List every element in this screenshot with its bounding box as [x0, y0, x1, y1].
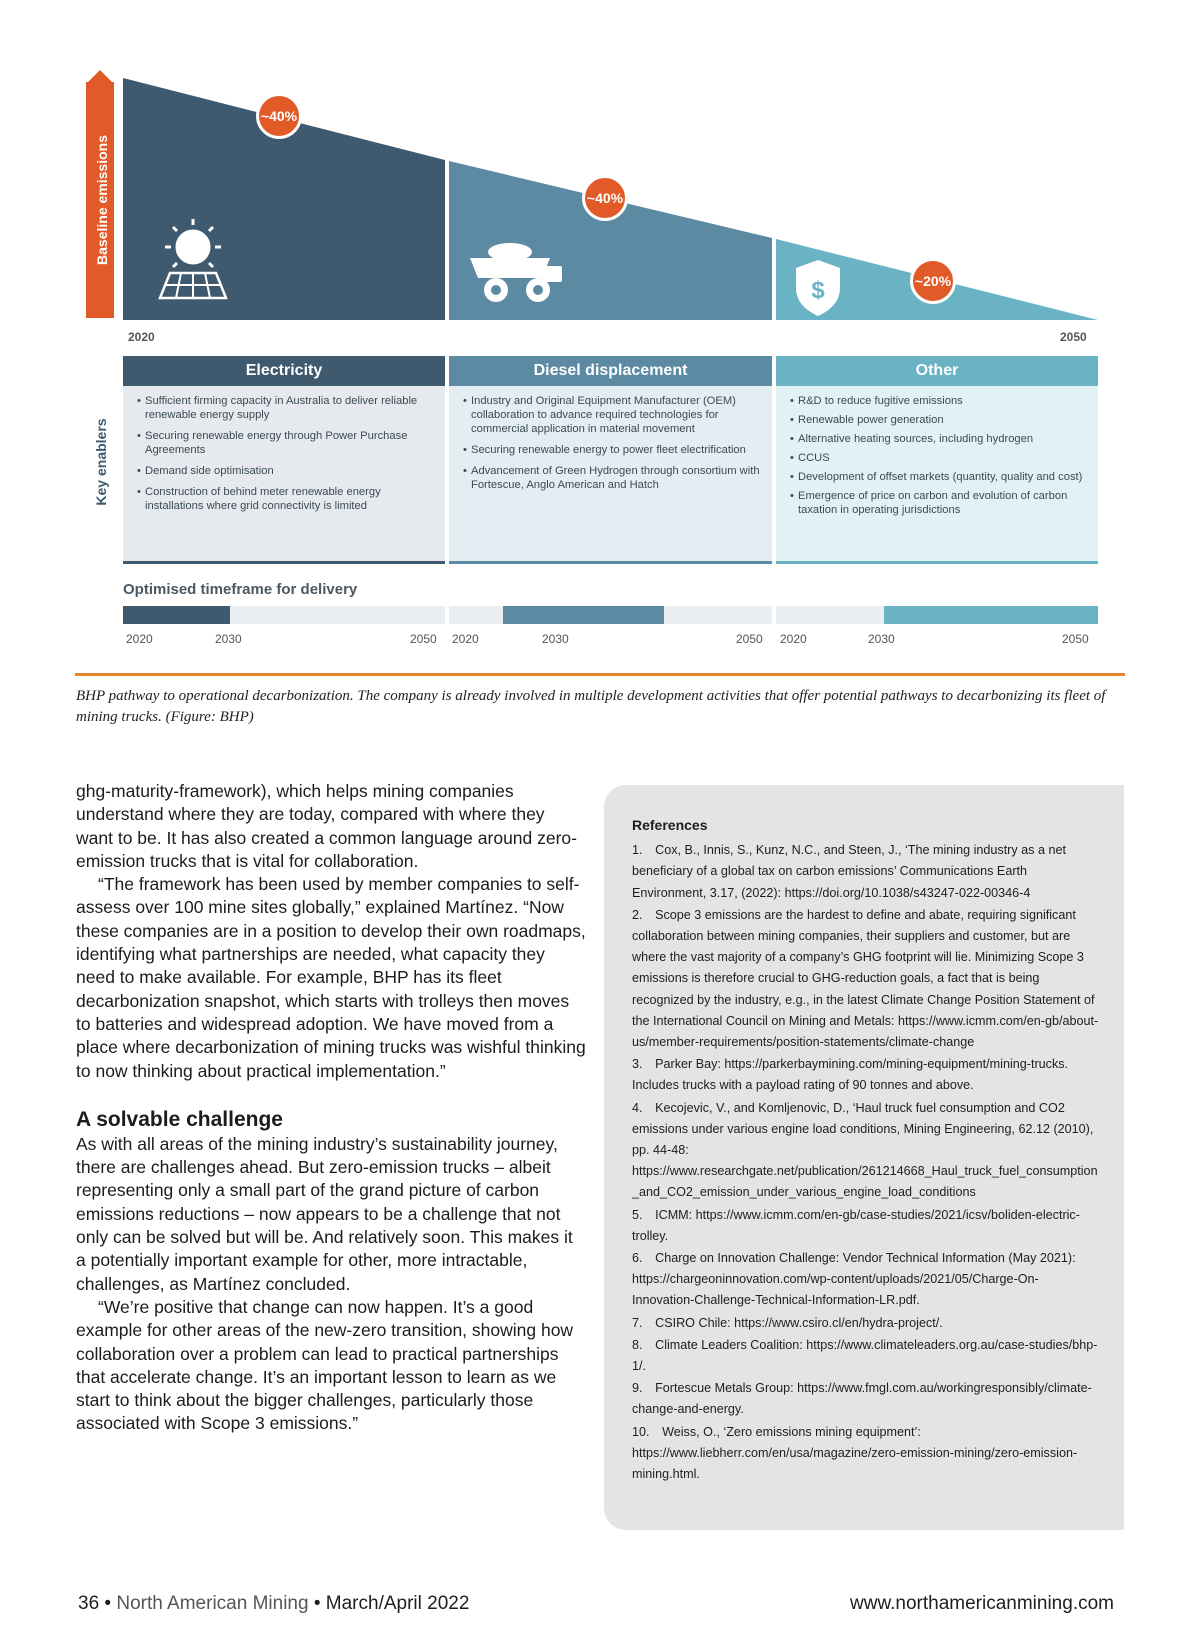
decarbonization-figure	[0, 0, 1200, 725]
section-header-electricity: Electricity	[123, 356, 445, 386]
baseline-emissions-label: Baseline emissions	[94, 135, 110, 265]
timeline-year: 2030	[868, 632, 895, 646]
timeline-year: 2030	[215, 632, 242, 646]
enabler-item: • Sufficient firming capacity in Australia to deliver reliable renewable energy supply	[137, 394, 435, 422]
timeline-fill-electricity	[123, 606, 230, 624]
enabler-item: • Emergence of price on carbon and evolution of carbon taxation in operating jurisdictions	[790, 489, 1088, 517]
timeframe-title: Optimised timeframe for delivery	[123, 581, 358, 598]
reference-item: 6. Charge on Innovation Challenge: Vendor Technical Information (May 2021): https://chargeoninnovation.com/wp-content/uploads/2021/05/Charge-On-Innovation-Challenge-Technical-Information-LR.pdf.	[632, 1251, 1076, 1308]
enabler-item: • Development of offset markets (quantity, quality and cost)	[790, 470, 1088, 484]
emissions-wedge-chart	[0, 0, 1200, 330]
key-enablers-label: Key enablers	[93, 418, 109, 506]
reference-item: 2. Scope 3 emissions are the hardest to define and abate, requiring significant collaboration between mining companies, their suppliers and customer, but are where the vast majority of a company’s GHG footprint will lie. Minimizing Scope 3 emissions is therefore crucial to GHG-reduction goals, a fact that is being recognized by the industry, e.g., in the latest Climate Change Position Statement of the International Council on Mining and Metals: https://www.icmm.com/en-gb/about-us/member-requirements/position-statements/climate-change	[632, 907, 1099, 1050]
timeline-year: 2020	[126, 632, 153, 646]
timeline-year: 2020	[780, 632, 807, 646]
enabler-item: • Construction of behind meter renewable energy installations where grid connectivity is limited	[137, 485, 435, 513]
footer-page-info	[78, 1593, 469, 1615]
start-year-label: 2020	[128, 330, 155, 344]
timeline-year: 2020	[452, 632, 479, 646]
references-title: References	[632, 817, 708, 833]
enabler-item: • Industry and Original Equipment Manufacturer (OEM) collaboration to advance required technologies for commercial application in material movement	[463, 394, 762, 436]
end-year-label: 2050	[1060, 330, 1087, 344]
references-list	[632, 840, 1100, 1485]
timeline-fill-diesel	[503, 606, 664, 624]
section-header-other: Other	[776, 356, 1098, 386]
enabler-item: • Advancement of Green Hydrogen through consortium with Fortescue, Anglo American and Hatch	[463, 464, 762, 492]
publication-name: North American Mining	[116, 1593, 309, 1614]
reference-item: 5. ICMM: https://www.icmm.com/en-gb/case-studies/2021/icsv/boliden-electric-trolley.	[632, 1207, 1080, 1243]
paragraph: ghg-maturity-framework), which helps mining companies understand where they are today, compared with where they want to be. It has also created a common language around zero-emission trucks that is vital for collaboration.	[76, 781, 577, 871]
section-header-diesel: Diesel displacement	[449, 356, 772, 386]
references-box	[604, 785, 1124, 1530]
reference-item: 10. Weiss, O., ‘Zero emissions mining equipment’: https://www.liebherr.com/en/usa/magazine/zero-emission-mining/zero-emission-mining.html.	[632, 1424, 1078, 1482]
enabler-item: • CCUS	[790, 451, 1088, 465]
enabler-item: • Securing renewable energy to power fleet electrification	[463, 443, 762, 457]
reference-item: 8. Climate Leaders Coalition: https://www.climateleaders.org.au/case-studies/bhp-1/.	[632, 1337, 1098, 1374]
paragraph: As with all areas of the mining industry’s sustainability journey, there are challenges ahead. But zero-emission trucks – albeit representing only a small part of the grand picture of carbon emissions reductions – now appears to be a challenge that not only can be solved but will be. And relatively soon. This makes it a potentially important example for other, more intractable, challenges, as Martínez concluded.	[76, 1133, 573, 1294]
reference-item: 1. Cox, B., Innis, S., Kunz, N.C., and Steen, J., ‘The mining industry as a net beneficiary of a global tax on carbon emissions’ Communications Earth Environment, 3.17, (2022): https://doi.org/10.1038/s43247-022-00346-4	[632, 843, 1066, 900]
section-heading: A solvable challenge	[76, 1107, 283, 1131]
timeline-year: 2050	[736, 632, 763, 646]
reduction-badge-electricity: ~40%	[256, 93, 302, 139]
section-body-diesel	[449, 386, 772, 564]
enabler-item: • Securing renewable energy through Power Purchase Agreements	[137, 429, 435, 457]
enabler-item: • Demand side optimisation	[137, 464, 435, 478]
enabler-item: • R&D to reduce fugitive emissions	[790, 394, 1088, 408]
reference-item: 7. CSIRO Chile: https://www.csiro.cl/en/hydra-project/.	[632, 1315, 943, 1330]
enabler-item: • Alternative heating sources, including hydrogen	[790, 432, 1088, 446]
reduction-badge-diesel: ~40%	[582, 175, 628, 221]
section-body-other	[776, 386, 1098, 564]
reference-item: 3. Parker Bay: https://parkerbaymining.com/mining-equipment/mining-trucks. Includes trucks with a payload rating of 90 tonnes and above.	[632, 1057, 1069, 1093]
figure-caption: BHP pathway to operational decarbonization. The company is already involved in multiple development activities that offer potential pathways to decarbonizing its fleet of mining trucks. (Figure: BHP)	[76, 688, 1106, 725]
svg-text:$: $	[811, 277, 825, 304]
reduction-badge-other: ~20%	[910, 258, 956, 304]
section-body-electricity	[123, 386, 445, 564]
article-body	[76, 780, 586, 1436]
issue-date: • March/April 2022	[313, 1593, 470, 1614]
page-number: 36 •	[78, 1593, 112, 1614]
caption-divider	[75, 673, 1125, 676]
timeline-fill-other	[884, 606, 1098, 624]
paragraph: “We’re positive that change can now happen. It’s a good example for other areas of the new-zero transition, showing how collaboration over a problem can lead to practical partnerships that accelerate change. It’s an important lesson to learn as we start to think about the bigger challenges, particularly those associated with Scope 3 emissions.”	[76, 1296, 574, 1434]
timeline-year: 2050	[1062, 632, 1089, 646]
timeline-year: 2030	[542, 632, 569, 646]
footer-url[interactable]: www.northamericanmining.com	[850, 1593, 1114, 1614]
enabler-item: • Renewable power generation	[790, 413, 1088, 427]
reference-item: 9. Fortescue Metals Group: https://www.fmgl.com.au/workingresponsibly/climate-change-and-energy.	[632, 1381, 1092, 1417]
reference-item: 4. Kecojevic, V., and Komljenovic, D., ‘Haul truck fuel consumption and CO2 emissions under various engine load conditions, Mining Engineering, 62.12 (2010), pp. 44-48: https://www.researchgate.net/publication/261214668_Haul_truck_fuel_consumption_and_CO2_emission_under_various_engine_load_conditions	[632, 1100, 1098, 1200]
paragraph: “The framework has been used by member companies to self-assess over 100 mine sites globally,” explained Martínez. “Now these companies are in a position to develop their own roadmaps, identifying what partnerships are needed, what capacity they need to make available. For example, BHP has its fleet decarbonization snapshot, which starts with trolleys then moves to batteries and widespread adoption. We have moved from a place where decarbonization of mining trucks was wishful thinking to now thinking about practical implementation.”	[76, 874, 586, 1081]
timeline-year: 2050	[410, 632, 437, 646]
